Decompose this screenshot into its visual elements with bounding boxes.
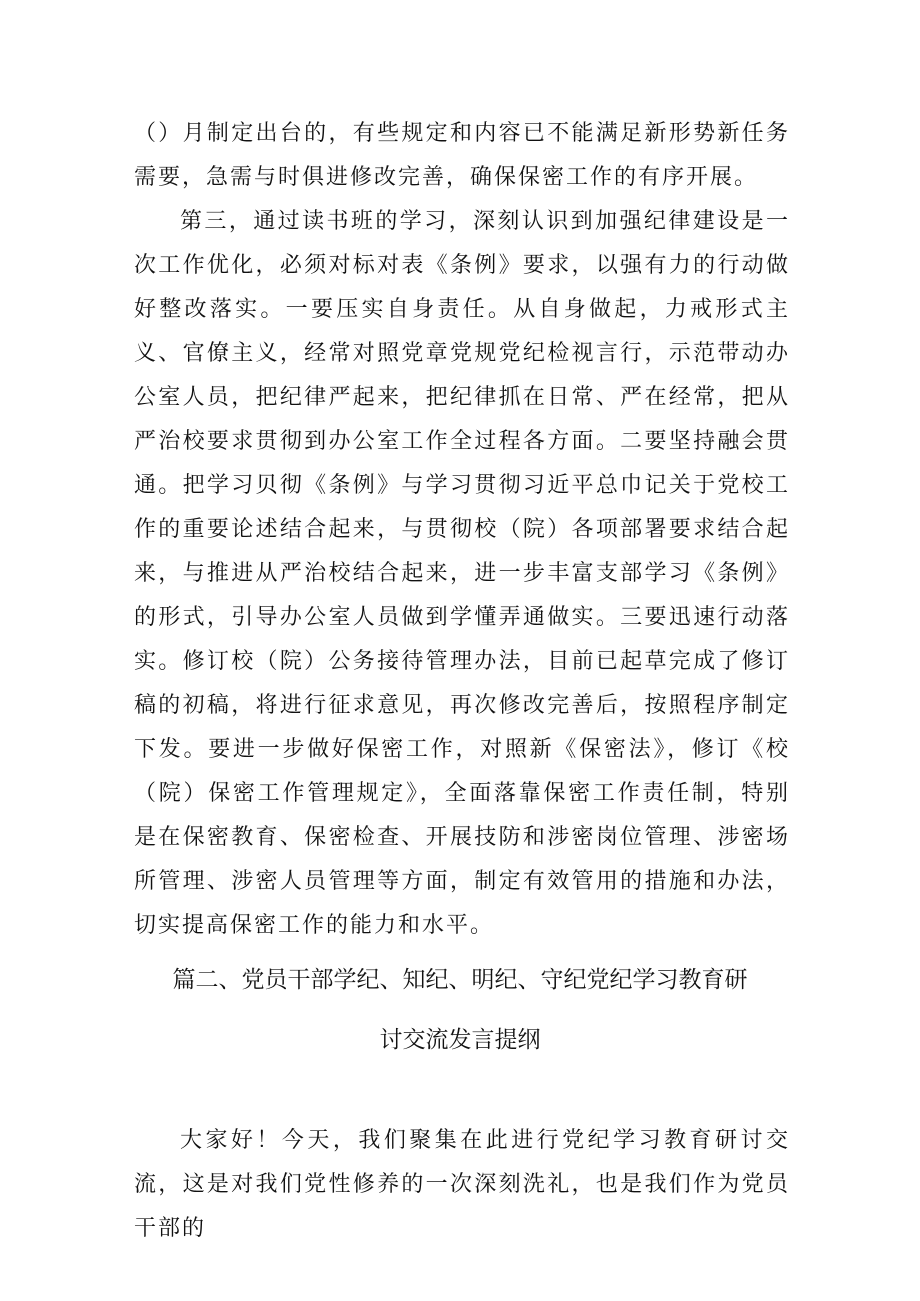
section-heading-line-2: 讨交流发言提纲 (379, 1027, 541, 1053)
paragraph-third-point: 第三，通过读书班的学习，深刻认识到加强纪律建设是一次工作优化，必须对标对表《条例》要求，以强有力的行动做好整改落实。一要压实自身责任。从自身做起，力戒形式主义、官僚主义，经常对照党章党规党纪检视言行，示范带动办公室人员，把纪律严起来，把纪律抓在日常、严在经常，把从严治校要求贯彻到办公室工作全过程各方面。二要坚持融会贯通。把学习贝彻《条例》与学习贯彻习近平总巾记关于党校工作的重要论述结合起来，与贯彻校（院）各项部署要求结合起来，与推进从严治校结合起来，进一步丰富支部学习《条例》的形式，引导办公室人员做到学懂弄通做实。三要迅速行动落实。修订校（院）公务接待管理办法，目前已起草完成了修订稿的初稿，将进行征求意见，再次修改完善后，按照程序制定下发。要进一步做好保密工作，对照新《保密法》，修订《校（院）保密工作管理规定》，全面落靠保密工作责任制，特别是在保密教育、保密检查、开展技防和涉密岗位管理、涉密场所管理、涉密人员管理等方面，制定有效管用的措施和办法，切实提高保密工作的能力和水平。 (134, 209, 790, 938)
section-heading-line-1: 篇二、党员干部学纪、知纪、明纪、守纪党纪学习教育研 (172, 967, 748, 993)
paragraph-opening-remarks: 大家好！今天，我们聚集在此进行党纪学习教育研讨交流，这是对我们党性修养的一次深刻洗礼，也是我们作为党员干部的 (134, 1128, 790, 1241)
paragraph-continuation: （）月制定出台的，有些规定和内容已不能满足新形势新任务需要，急需与时俱进修改完善，确保保密工作的有序开展。 (134, 121, 790, 190)
